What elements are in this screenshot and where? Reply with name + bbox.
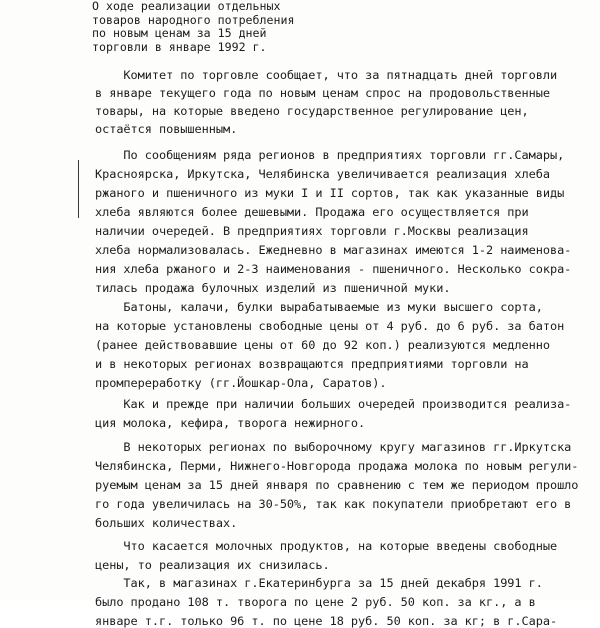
body-line: Комитет по торговле сообщает, что за пятнадцать дней торговли bbox=[95, 68, 558, 82]
body-line: товары, на которые введено государственное регулирование цен, bbox=[95, 104, 529, 118]
body-line: хлеба являются более дешевыми. Продажа его осуществляется при bbox=[95, 205, 529, 219]
body-line: в январе текущего года по новым ценам спрос на продовольственные bbox=[95, 86, 550, 100]
body-line: остаётся повышенным. bbox=[95, 122, 238, 136]
body-line: Челябинска, Перми, Нижнего-Новгорода продажа молока по новым регули- bbox=[95, 459, 579, 473]
body-line: руемым ценам за 15 дней января по сравнению с тем же периодом прошло bbox=[95, 478, 579, 492]
title-line: О ходе реализации отдельных bbox=[92, 0, 281, 13]
body-line: В некоторых регионах по выборочному кругу магазинов гг.Иркутска bbox=[95, 440, 572, 454]
body-line: ция молока, кефира, творога нежирного. bbox=[95, 416, 366, 430]
margin-vertical-mark bbox=[78, 160, 79, 218]
body-line: хлеба нормализовалась. Ежедневно в магазинах имеются 1-2 наименова- bbox=[95, 243, 572, 257]
body-line: го года увеличилась на 30-50%, так как покупатели приобретают его в bbox=[95, 497, 572, 511]
body-line: январе т.г. только 96 т. по цене 18 руб. 50 коп. за кг; в г.Сара- bbox=[95, 614, 558, 628]
title-line: товаров народного потребления bbox=[92, 12, 295, 27]
body-line: ржаного и пшеничного из муки I и II сортов, так как указанные виды bbox=[95, 186, 565, 200]
body-line: Так, в магазинах г.Екатеринбурга за 15 дней декабря 1991 г. bbox=[95, 576, 543, 590]
body-line: Как и прежде при наличии больших очередей производится реализа- bbox=[95, 397, 572, 411]
document-title-block bbox=[92, 0, 294, 54]
body-line: (ранее действовавшие цены от 60 до 92 коп.) реализуются медленно bbox=[95, 338, 550, 352]
title-line: торговли в январе 1992 г. bbox=[92, 39, 267, 54]
body-line: промпереработку (гг.Йошкар-Ола, Саратов). bbox=[95, 376, 387, 390]
body-line: на которые установлены свободные цены от 4 руб. до 6 руб. за батон bbox=[95, 319, 565, 333]
body-line: цены, то реализация их снизилась. bbox=[95, 558, 330, 572]
body-line: Что касается молочных продуктов, на которые введены свободные bbox=[95, 539, 558, 553]
body-line: и в некоторых регионах возвращаются предприятиями торговли на bbox=[95, 357, 529, 371]
body-line: больших количествах. bbox=[95, 516, 238, 530]
body-line: По сообщениям ряда регионов в предприятиях торговли гг.Самары, bbox=[95, 148, 565, 162]
title-line: по новым ценам за 15 дней bbox=[92, 26, 267, 40]
body-line: Батоны, калачи, булки вырабатываемые из муки высшего сорта, bbox=[95, 300, 543, 314]
body-line: ния хлеба ржаного и 2-3 наименования - пшеничного. Несколько сокра- bbox=[95, 262, 572, 276]
body-line: Красноярска, Иркутска, Челябинска увеличивается реализация хлеба bbox=[95, 167, 550, 181]
body-line: наличии очередей. В предприятиях торговли г.Москвы реализация bbox=[95, 224, 529, 238]
body-line: тилась продажа булочных изделий из пшеничной муки. bbox=[95, 281, 451, 295]
body-line: было продано 108 т. творога по цене 2 руб. 50 коп. за кг., а в bbox=[95, 595, 536, 609]
